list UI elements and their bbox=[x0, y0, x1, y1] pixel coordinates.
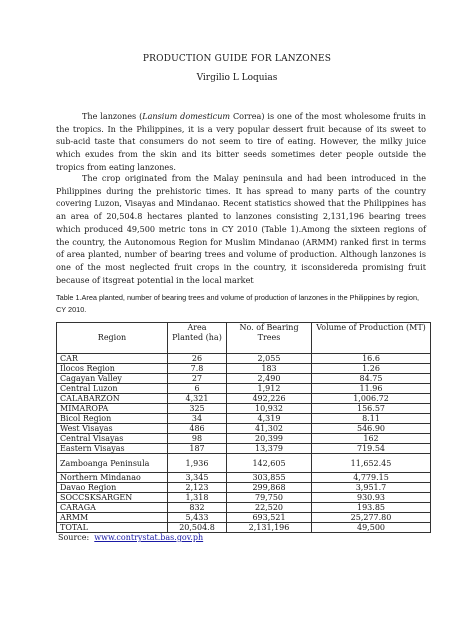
table-row bbox=[57, 483, 431, 493]
table-header-row bbox=[57, 323, 431, 354]
cell-region: Northern Mindanao bbox=[57, 473, 168, 483]
cell-region: CALABARZON bbox=[57, 394, 168, 404]
cell-volume: 193.85 bbox=[312, 503, 431, 513]
cell-region: Ilocos Region bbox=[57, 364, 168, 374]
cell-volume: 8.11 bbox=[312, 414, 431, 424]
cell-volume: 25,277.80 bbox=[312, 513, 431, 523]
cell-volume: 1,006.72 bbox=[312, 394, 431, 404]
cell-trees: 10,932 bbox=[227, 404, 312, 414]
table-body bbox=[57, 354, 431, 533]
cell-volume: 11.96 bbox=[312, 384, 431, 394]
table-row bbox=[57, 424, 431, 434]
cell-region: Cagayan Valley bbox=[57, 374, 168, 384]
cell-volume: 719.54 bbox=[312, 444, 431, 454]
production-table bbox=[56, 322, 431, 533]
table-row bbox=[57, 454, 431, 473]
cell-area: 486 bbox=[168, 424, 227, 434]
cell-area: 2,123 bbox=[168, 483, 227, 493]
table-row bbox=[57, 493, 431, 503]
cell-trees: 20,399 bbox=[227, 434, 312, 444]
cell-volume: 546.90 bbox=[312, 424, 431, 434]
cell-volume: 1.26 bbox=[312, 364, 431, 374]
cell-trees: 183 bbox=[227, 364, 312, 374]
header-volume: Volume of Production (MT) bbox=[312, 323, 431, 354]
cell-trees: 492,226 bbox=[227, 394, 312, 404]
cell-volume: 16.6 bbox=[312, 354, 431, 364]
paragraph-intro bbox=[56, 110, 426, 174]
cell-area: 6 bbox=[168, 384, 227, 394]
cell-region: Davao Region bbox=[57, 483, 168, 493]
cell-volume: 156.57 bbox=[312, 404, 431, 414]
cell-trees: 4,319 bbox=[227, 414, 312, 424]
paragraph-intro-start: The lanzones ( bbox=[82, 111, 143, 121]
cell-volume: 49,500 bbox=[312, 523, 431, 533]
paragraph-intro-rest: Correa) is one of the most wholesome fruits in the tropics. In the Philippines, it is a very popular dessert fruit because of its sweet to sub-acid taste that consumers do not seem to tire of eating. However, the milky juice which exudes from the skin and its bitter seeds sometimes deter people outside the tropics from eating lanzones. bbox=[56, 111, 426, 172]
cell-trees: 142,605 bbox=[227, 454, 312, 473]
cell-area: 325 bbox=[168, 404, 227, 414]
cell-region: MIMAROPA bbox=[57, 404, 168, 414]
cell-trees: 299,868 bbox=[227, 483, 312, 493]
table-caption: Table 1.Area planted, number of bearing trees and volume of production of lanzones in the Philippines by region, CY 2010. bbox=[56, 293, 420, 314]
cell-volume: 3,951.7 bbox=[312, 483, 431, 493]
paragraph-origin: The crop originated from the Malay peninsula and had been introduced in the Philippines during the prehistoric times. It has spread to many parts of the country covering Luzon, Visayas and Mindanao. Recent statistics showed that the Philippines has an area of 20,504.8 hectares planted to lanzones consisting 2,131,196 bearing trees which produced 49,500 metric tons in CY 2010 (Table 1).Among the sixteen regions of the country, the Autonomous Region for Muslim Mindanao (ARMM) ranked first in terms of area planted, number of bearing trees and volume of production. Although lanzones is one of the most neglected fruit crops in the country, it isconsidereda promising fruit because of itsgreat potential in the local market bbox=[56, 173, 426, 285]
cell-area: 20,504.8 bbox=[168, 523, 227, 533]
table-row bbox=[57, 364, 431, 374]
cell-region: CARAGA bbox=[57, 503, 168, 513]
cell-volume: 930.93 bbox=[312, 493, 431, 503]
cell-area: 7.8 bbox=[168, 364, 227, 374]
table-row bbox=[57, 503, 431, 513]
cell-region: Central Visayas bbox=[57, 434, 168, 444]
document-title: PRODUCTION GUIDE FOR LANZONES bbox=[142, 54, 332, 64]
cell-area: 3,345 bbox=[168, 473, 227, 483]
cell-area: 5,433 bbox=[168, 513, 227, 523]
cell-trees: 79,750 bbox=[227, 493, 312, 503]
source-line bbox=[58, 533, 203, 542]
table-row bbox=[57, 513, 431, 523]
cell-area: 832 bbox=[168, 503, 227, 513]
cell-trees: 41,302 bbox=[227, 424, 312, 434]
cell-region: CAR bbox=[57, 354, 168, 364]
cell-volume: 162 bbox=[312, 434, 431, 444]
header-trees: No. of Bearing Trees bbox=[227, 323, 312, 354]
cell-region: Bicol Region bbox=[57, 414, 168, 424]
table-row bbox=[57, 374, 431, 384]
cell-area: 27 bbox=[168, 374, 227, 384]
source-link[interactable]: www.contrystat.bas.gov.ph bbox=[94, 533, 204, 542]
header-area: Area Planted (ha) bbox=[168, 323, 227, 354]
species-name: Lansium domesticum bbox=[142, 111, 231, 121]
header-region: Region bbox=[57, 323, 168, 354]
cell-trees: 303,855 bbox=[227, 473, 312, 483]
cell-area: 98 bbox=[168, 434, 227, 444]
cell-region: West Visayas bbox=[57, 424, 168, 434]
cell-area: 26 bbox=[168, 354, 227, 364]
table-row bbox=[57, 394, 431, 404]
cell-region: ARMM bbox=[57, 513, 168, 523]
cell-trees: 2,490 bbox=[227, 374, 312, 384]
table-row bbox=[57, 384, 431, 394]
cell-trees: 1,912 bbox=[227, 384, 312, 394]
cell-trees: 2,131,196 bbox=[227, 523, 312, 533]
table-row bbox=[57, 414, 431, 424]
cell-region: TOTAL bbox=[57, 523, 168, 533]
cell-area: 187 bbox=[168, 444, 227, 454]
table-row bbox=[57, 354, 431, 364]
cell-region: Eastern Visayas bbox=[57, 444, 168, 454]
table-row bbox=[57, 444, 431, 454]
cell-volume: 11,652.45 bbox=[312, 454, 431, 473]
cell-area: 34 bbox=[168, 414, 227, 424]
cell-area: 1,318 bbox=[168, 493, 227, 503]
table-row bbox=[57, 404, 431, 414]
cell-trees: 693,521 bbox=[227, 513, 312, 523]
cell-trees: 22,520 bbox=[227, 503, 312, 513]
cell-region: Zamboanga Peninsula bbox=[57, 454, 168, 473]
cell-area: 1,936 bbox=[168, 454, 227, 473]
cell-volume: 4,779.15 bbox=[312, 473, 431, 483]
document-author: Virgilio L Loquias bbox=[196, 73, 278, 83]
cell-volume: 84.75 bbox=[312, 374, 431, 384]
cell-region: Central Luzon bbox=[57, 384, 168, 394]
source-label: Source: bbox=[58, 533, 90, 542]
table-row bbox=[57, 523, 431, 533]
cell-region: SOCCSKSARGEN bbox=[57, 493, 168, 503]
table-row bbox=[57, 434, 431, 444]
cell-area: 4,321 bbox=[168, 394, 227, 404]
table-row bbox=[57, 473, 431, 483]
cell-trees: 13,379 bbox=[227, 444, 312, 454]
cell-trees: 2,055 bbox=[227, 354, 312, 364]
